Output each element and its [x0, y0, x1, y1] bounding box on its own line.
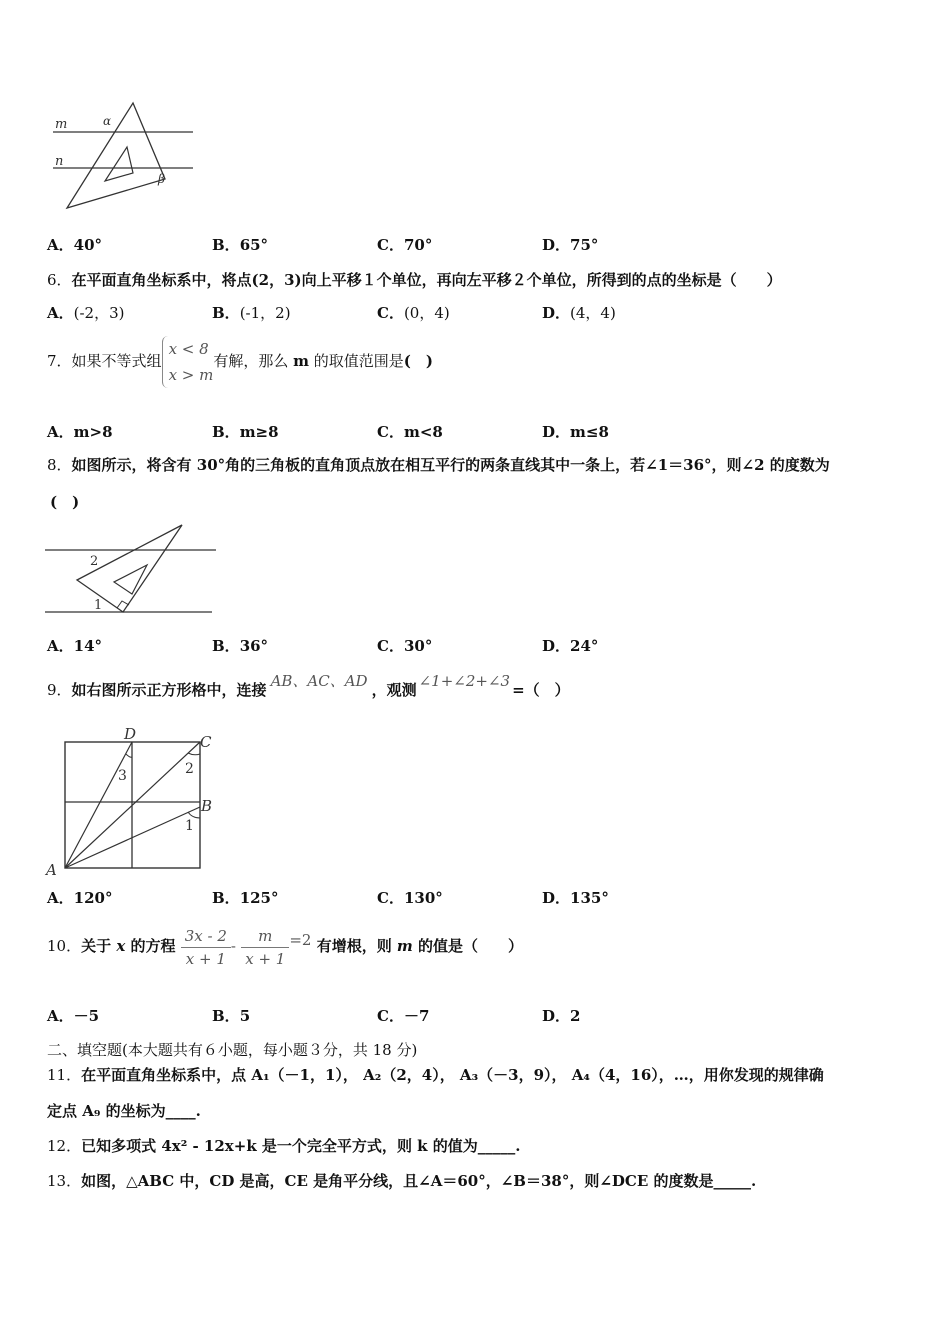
q9-label-b: B [201, 797, 213, 815]
label-m: m [55, 117, 68, 132]
q8-option-c: C．30° [377, 637, 433, 655]
q9-label-2: 2 [185, 761, 194, 777]
q10-option-a: A．－5 [47, 1007, 100, 1025]
q6-option-a: A．(-2，3) [47, 304, 125, 322]
q7-option-b: B．m≥8 [212, 423, 279, 441]
q6-option-d: D．(4，4) [542, 304, 616, 322]
q9-arc-3 [126, 754, 132, 757]
q11-line-1: 11．在平面直角坐标系中，点 A₁（－1，1）， A₂（2，4）， A₃（－3，9）， A₄（4，16），…，用你发现的规律确 [47, 1066, 824, 1084]
q9-label-c: C [200, 733, 212, 751]
q9-segment-ad [65, 742, 132, 868]
q10-option-d: D．2 [542, 1007, 581, 1025]
q9-label-3: 3 [118, 768, 127, 784]
q7-option-a: A．m>8 [47, 423, 113, 441]
q9-option-a: A．120° [47, 889, 113, 907]
q10-option-b: B．5 [212, 1007, 251, 1025]
section-2-heading: 二、填空题(本大题共有６小题，每小题３分，共 18 分) [47, 1041, 418, 1059]
q12-stem: 12．已知多项式 4x² - 12x+k 是一个完全平方式，则 k 的值为_____. [47, 1137, 521, 1155]
q8-label-2: 2 [90, 554, 99, 569]
q7-stem: 7．如果不等式组 x < 8 x > m 有解，那么 m 的取值范围是( ) [47, 336, 433, 388]
q10-fraction-1: $\frac{3x - 2}{x + 1}$ [181, 925, 231, 970]
q9-option-d: D．135° [542, 889, 609, 907]
triangle-hole [105, 147, 133, 181]
q9-option-b: B．125° [212, 889, 279, 907]
q9-stem: 9．如右图所示正方形格中，连接 AB、AC、AD ，观测 ∠1+∠2+∠3 =（ ） [47, 672, 570, 699]
q13-stem: 13．如图，△ABC 中，CD 是高，CE 是角平分线，且∠A＝60°，∠B＝38°，则∠DCE 的度数是_____. [47, 1172, 757, 1190]
q8-stem: 8．如图所示，将含有 30°角的三角板的直角顶点放在相互平行的两条直线其中一条上，若∠1＝36°，则∠2 的度数为 [47, 456, 830, 474]
q5-figure [45, 95, 205, 215]
q8-paren: ( ) [50, 493, 80, 511]
label-beta: β [158, 172, 165, 186]
q9-label-1: 1 [185, 818, 194, 834]
q10-fraction-2: $\frac{m}{x + 1}$ [241, 925, 289, 970]
q8-label-1: 1 [94, 598, 103, 613]
q8-option-b: B．36° [212, 637, 269, 655]
q6-option-c: C．(0，4) [377, 304, 450, 322]
q6-option-b: B．(-1，2) [212, 304, 291, 322]
label-n: n [55, 154, 64, 169]
q9-arc-2 [188, 753, 200, 755]
q5-option-b: B．65° [212, 236, 269, 254]
q8-figure [40, 518, 225, 618]
q9-figure [40, 722, 225, 878]
q5-option-a: A．40° [47, 236, 103, 254]
q8-option-a: A．14° [47, 637, 103, 655]
q7-inequality-system: x < 8 x > m [162, 336, 214, 388]
q8-set-square-hole [114, 565, 147, 594]
q6-stem: 6．在平面直角坐标系中，将点(2，3)向上平移１个单位，再向左平移２个单位，所得到的点的坐标是（ ） [47, 271, 782, 289]
q7-option-d: D．m≤8 [542, 423, 609, 441]
q5-option-d: D．75° [542, 236, 599, 254]
q5-option-c: C．70° [377, 236, 433, 254]
q9-label-a: A [46, 861, 57, 878]
q7-option-c: C．m<8 [377, 423, 443, 441]
q9-label-d: D [124, 725, 137, 743]
q9-option-c: C．130° [377, 889, 443, 907]
q11-line-2: 定点 A₉ 的坐标为____. [47, 1102, 201, 1120]
triangle-ruler [67, 103, 165, 208]
q10-stem: 10．关于 x 的方程 $\frac{3x - 2}{x + 1}$ - $\frac{m}{x + 1}$ =2 有增根，则 m 的值是（ ） [47, 926, 524, 968]
q10-option-c: C．－7 [377, 1007, 430, 1025]
q8-option-d: D．24° [542, 637, 599, 655]
label-alpha: α [103, 114, 112, 128]
